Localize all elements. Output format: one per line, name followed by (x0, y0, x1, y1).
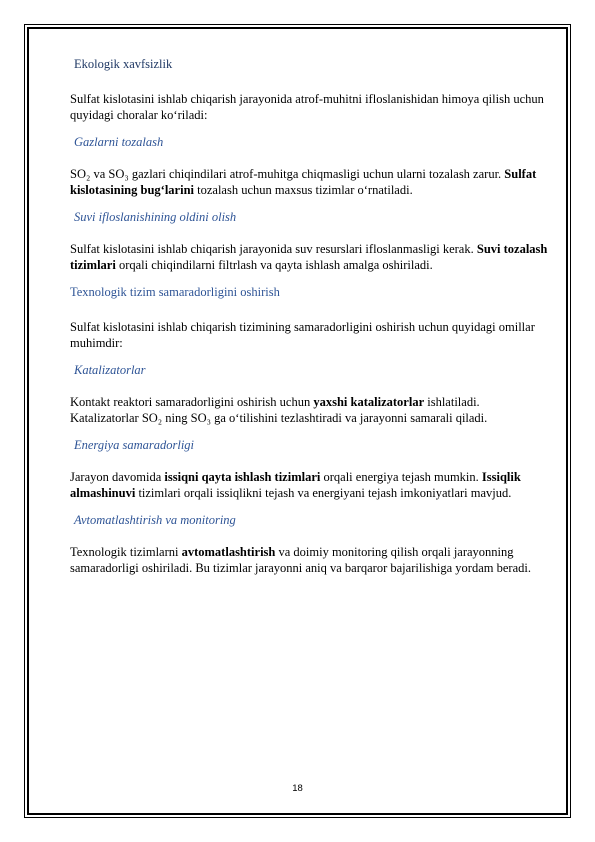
text-run: tozalash uchun maxsus tizimlar o‘rnatiladi. (197, 183, 413, 197)
text-run: Texnologik tizimlarni (70, 545, 179, 559)
bold-term: issiqni qayta ishlash tizimlari (164, 470, 321, 484)
text-run: va doimiy monitoring qilish orqali jarayonning samaradorligi oshiriladi. Bu tizimlar jarayonni aniq va barqaror bajarilishiga yordam beradi. (70, 545, 531, 575)
text-run: Kontakt reaktori samaradorligini oshirish uchun (70, 395, 311, 409)
bold-term: Issiqlik almashinuvi (70, 470, 521, 500)
paragraph-ekologik-intro: Sulfat kislotasini ishlab chiqarish jarayonida atrof-muhitni ifloslanishidan himoya qilish uchun quyidagi choralar ko‘riladi: (70, 92, 544, 122)
heading-avtomatlashtirish: Avtomatlashtirish va monitoring (74, 513, 236, 527)
text-run: Jarayon davomida (70, 470, 162, 484)
paragraph-katalizatorlar (70, 394, 550, 426)
text-run: orqali chiqindilarni filtrlash va qayta ishlash amalga oshiriladi. (118, 258, 433, 272)
page-number: 18 (292, 783, 303, 794)
bold-term: Sulfat kislotasining bug‘larini (70, 167, 537, 197)
heading-ekologik-xavfsizlik: Ekologik xavfsizlik (74, 57, 173, 71)
text-run: ishlatiladi. Katalizatorlar SO₂ ning SO₃ ga o‘tilishini tezlashtiradi va jarayonni samarali qiladi. (70, 395, 488, 425)
heading-gazlarni-tozalash: Gazlarni tozalash (74, 135, 164, 149)
paragraph-gazlarni-tozalash (70, 166, 550, 198)
text-run: orqali energiya tejash mumkin. (323, 470, 479, 484)
bold-term: avtomatlashtirish (181, 545, 276, 559)
text-run: Sulfat kislotasini ishlab chiqarish jarayonida suv resurslari ifloslanmasligi kerak. (70, 242, 474, 256)
heading-energiya-samaradorligi: Energiya samaradorligi (74, 438, 195, 452)
bold-term: yaxshi katalizatorlar (313, 395, 425, 409)
text-run: tizimlari orqali issiqlikni tejash va energiyani tejash imkoniyatlari mavjud. (138, 486, 512, 500)
paragraph-texnologik-intro: Sulfat kislotasini ishlab chiqarish tizimining samaradorligini oshirish uchun quyidagi omillar muhimdir: (70, 320, 535, 350)
paragraph-avtomatlashtirish (70, 544, 550, 576)
text-run: SO₂ va SO₃ gazlari chiqindilari atrof-muhitga chiqmasligi uchun ularni tozalash zarur. (70, 167, 502, 181)
paragraph-energiya-samaradorligi (70, 469, 550, 501)
page-content (70, 56, 550, 576)
heading-suvi-ifloslanishi: Suvi ifloslanishining oldini olish (74, 210, 237, 224)
heading-katalizatorlar: Katalizatorlar (74, 363, 146, 377)
bold-term: Suvi tozalash tizimlari (70, 242, 548, 272)
heading-texnologik-tizim: Texnologik tizim samaradorligini oshirish (70, 285, 280, 299)
paragraph-suvi-ifloslanishi (70, 241, 550, 273)
